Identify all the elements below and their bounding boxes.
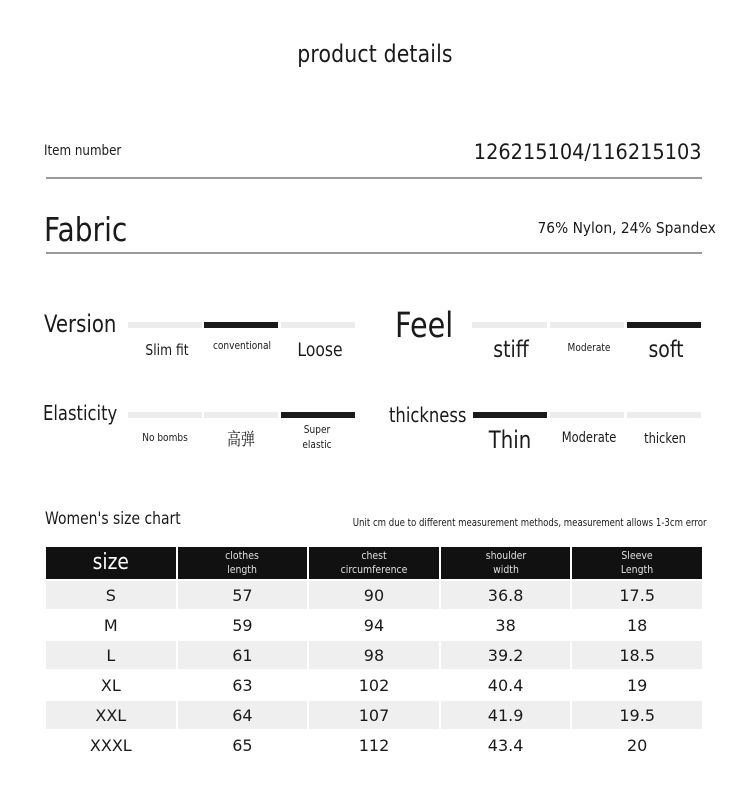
table-cell: M (46, 611, 176, 639)
table-cell: 39.2 (441, 641, 571, 669)
elasticity-scale-segment (281, 412, 355, 418)
table-cell: L (46, 641, 176, 669)
table-cell: 107 (309, 701, 439, 729)
table-cell: 19 (572, 671, 702, 699)
feel-scale-segment (472, 322, 547, 328)
page-title: product details (297, 40, 453, 68)
thickness-option: Moderate (561, 430, 617, 446)
version-option: Slim fit (145, 341, 189, 359)
feel-option: Moderate (567, 341, 611, 354)
divider (46, 252, 702, 254)
column-header: size (46, 547, 176, 579)
table-cell: 64 (178, 701, 308, 729)
fabric-label: Fabric (44, 210, 128, 249)
size-chart-title: Women's size chart (45, 509, 181, 529)
table-cell: 94 (309, 611, 439, 639)
table-cell: 18.5 (572, 641, 702, 669)
thickness-scale-segment (550, 412, 624, 418)
table-cell: XL (46, 671, 176, 699)
table-cell: 59 (178, 611, 308, 639)
version-scale-segment (204, 322, 278, 328)
table-cell: 65 (178, 731, 308, 759)
elasticity-scale-segment (204, 412, 278, 418)
fabric-value: 76% Nylon, 24% Spandex (537, 219, 716, 237)
column-header: clothes length (178, 547, 308, 579)
feel-scale-segment (550, 322, 624, 328)
table-row (46, 731, 702, 759)
table-cell: 90 (309, 581, 439, 609)
table-cell: S (46, 581, 176, 609)
elasticity-option: 高弹 (227, 430, 255, 450)
table-cell: 36.8 (441, 581, 571, 609)
table-row (46, 701, 702, 729)
version-option: Loose (297, 339, 343, 361)
column-header: shoulder width (441, 547, 571, 579)
table-cell: 112 (309, 731, 439, 759)
table-cell: XXXL (46, 731, 176, 759)
version-option: conventional (212, 339, 272, 352)
column-header: Sleeve Length (572, 547, 702, 579)
item-number-value: 126215104/116215103 (474, 140, 702, 164)
feel-scale-segment (627, 322, 701, 328)
feel-option: soft (648, 337, 684, 363)
table-cell: 57 (178, 581, 308, 609)
table-row (46, 671, 702, 699)
thickness-option: thicken (644, 431, 686, 447)
table-cell: 40.4 (441, 671, 571, 699)
table-cell: 98 (309, 641, 439, 669)
divider (46, 177, 702, 179)
elasticity-option: Super elastic (302, 423, 332, 451)
table-cell: 61 (178, 641, 308, 669)
table-cell: 102 (309, 671, 439, 699)
thickness-label: thickness (389, 403, 467, 427)
table-row (46, 641, 702, 669)
column-header: chest circumference (309, 547, 439, 579)
feel-option: stiff (493, 337, 529, 363)
table-cell: 43.4 (441, 731, 571, 759)
version-scale-segment (128, 322, 202, 328)
table-row (46, 611, 702, 639)
size-table (44, 545, 704, 761)
table-cell: 38 (441, 611, 571, 639)
thickness-option: Thin (488, 426, 532, 454)
size-chart-note: Unit cm due to different measurement methods, measurement allows 1-3cm error (352, 516, 706, 529)
version-label: Version (44, 310, 117, 338)
feel-label: Feel (395, 306, 454, 346)
table-cell: XXL (46, 701, 176, 729)
table-cell: 63 (178, 671, 308, 699)
size-table-header-row (46, 547, 702, 579)
table-cell: 41.9 (441, 701, 571, 729)
thickness-scale-segment (627, 412, 701, 418)
table-row (46, 581, 702, 609)
elasticity-label: Elasticity (43, 401, 118, 425)
version-scale-segment (281, 322, 355, 328)
thickness-scale-segment (473, 412, 547, 418)
item-number-label: Item number (44, 143, 122, 159)
elasticity-option: No bombs (142, 431, 188, 444)
table-cell: 18 (572, 611, 702, 639)
elasticity-scale-segment (128, 412, 202, 418)
table-cell: 17.5 (572, 581, 702, 609)
table-cell: 20 (572, 731, 702, 759)
table-cell: 19.5 (572, 701, 702, 729)
